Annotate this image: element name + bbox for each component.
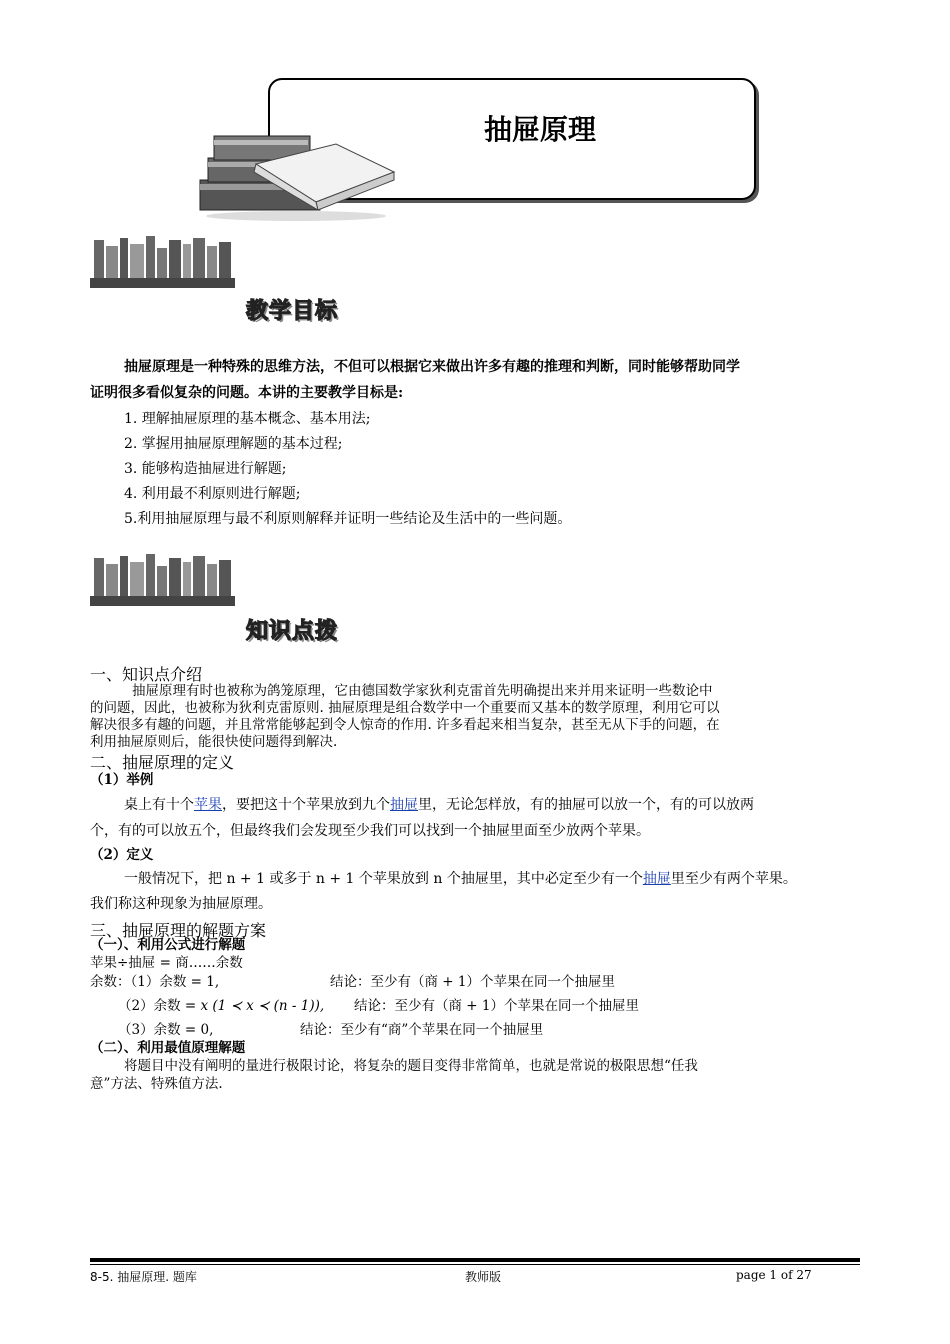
books-illustration bbox=[196, 124, 396, 222]
section-heading-knowledge: 知识点拨 bbox=[246, 619, 339, 644]
example-text: 里，无论怎样放，有的抽屉可以放一个，有的可以放两 bbox=[418, 797, 754, 813]
apple-link[interactable]: 苹果 bbox=[194, 797, 222, 813]
remainder-2-right: 结论：至少有（商 + 1）个苹果在同一个抽屉里 bbox=[354, 998, 639, 1014]
example-line-1 bbox=[124, 792, 754, 818]
bookshelf-icon bbox=[90, 234, 235, 290]
remainder-1-left: 余数：（1）余数 = 1, bbox=[90, 974, 220, 990]
definition-label: （2）定义 bbox=[90, 847, 154, 863]
intro-line-2: 证明很多看似复杂的问题。本讲的主要教学目标是: bbox=[90, 385, 404, 401]
part3-sub2-line-2: 意”方法、特殊值方法. bbox=[90, 1076, 223, 1092]
example-text: ，要把这十个苹果放到九个 bbox=[222, 797, 390, 813]
part1-line-4: 利用抽屉原则后，能很快使问题得到解决. bbox=[90, 734, 338, 750]
remainder-3-left: （3）余数 = 0, bbox=[118, 1022, 214, 1038]
intro-line-1: 抽屉原理是一种特殊的思维方法，不但可以根据它来做出许多有趣的推理和判断，同时能够帮助同学 bbox=[124, 359, 740, 375]
goal-item-2: 2. 掌握用抽屉原理解题的基本过程; bbox=[124, 436, 343, 452]
part1-heading: 一、知识点介绍 bbox=[90, 665, 203, 684]
definition-line-2: 我们称这种现象为抽屉原理。 bbox=[90, 896, 272, 912]
example-text: 桌上有十个 bbox=[124, 797, 194, 813]
footer-rule bbox=[90, 1258, 860, 1262]
goal-item-3: 3. 能够构造抽屉进行解题; bbox=[124, 461, 287, 477]
part3-sub2-line-1: 将题目中没有阐明的量进行极限讨论，将复杂的题目变得非常简单，也就是常说的极限思想“任我 bbox=[124, 1058, 698, 1074]
part2-heading: 二、抽屉原理的定义 bbox=[90, 753, 235, 772]
example-label: （1）举例 bbox=[90, 772, 154, 788]
footer-rule bbox=[90, 1264, 860, 1265]
goal-item-4: 4. 利用最不利原则进行解题; bbox=[124, 486, 301, 502]
formula-line: 苹果÷抽屉 = 商……余数 bbox=[90, 955, 243, 971]
remainder-1-right: 结论：至少有（商 + 1）个苹果在同一个抽屉里 bbox=[330, 974, 615, 990]
bookshelf-icon bbox=[90, 552, 235, 608]
definition-line-1 bbox=[124, 866, 797, 892]
remainder-2-left bbox=[118, 998, 324, 1015]
part3-sub2: （二）、利用最值原理解题 bbox=[90, 1040, 246, 1056]
part3-sub1: （一）、利用公式进行解题 bbox=[90, 937, 246, 953]
remainder-2-math: x (1 ≺ x ≺ (n - 1)), bbox=[200, 998, 325, 1014]
part3-heading: 三、抽屉原理的解题方案 bbox=[90, 921, 267, 940]
goal-item-1: 1. 理解抽屉原理的基本概念、基本用法; bbox=[124, 411, 371, 427]
remainder-2-label: （2）余数 = bbox=[118, 998, 201, 1014]
definition-text: 里至少有两个苹果。 bbox=[670, 871, 797, 887]
remainder-3-right: 结论：至少有“商”个苹果在同一个抽屉里 bbox=[300, 1022, 544, 1038]
page-title: 抽屉原理 bbox=[484, 113, 597, 146]
definition-text: 一般情况下，把 n + 1 或多于 n + 1 个苹果放到 n 个抽屉里，其中必定至少有一个 bbox=[124, 871, 643, 887]
drawer-link[interactable]: 抽屉 bbox=[390, 797, 418, 813]
part1-line-2: 的问题，因此，也被称为狄利克雷原则. 抽屉原理是组合数学中一个重要而又基本的数学原理，利用它可以 bbox=[90, 700, 720, 716]
drawer-link[interactable]: 抽屉 bbox=[642, 871, 671, 887]
footer-center: 教师版 bbox=[465, 1270, 502, 1284]
example-line-2: 个，有的可以放五个，但最终我们会发现至少我们可以找到一个抽屉里面至少放两个苹果。 bbox=[90, 823, 650, 839]
part1-line-1: 抽屉原理有时也被称为鸽笼原理，它由德国数学家狄利克雷首先明确提出来并用来证明一些数论中 bbox=[132, 683, 713, 699]
footer-left: 8-5. 抽屉原理. 题库 bbox=[90, 1270, 197, 1284]
part1-line-3: 解决很多有趣的问题，并且常常能够起到令人惊奇的作用. 许多看起来相当复杂，甚至无从下手的问题，在 bbox=[90, 717, 720, 733]
goal-item-5: 5.利用抽屉原理与最不利原则解释并证明一些结论及生活中的一些问题。 bbox=[124, 511, 572, 527]
section-heading-goals: 教学目标 bbox=[246, 299, 339, 324]
footer-page-number: page 1 of 27 bbox=[736, 1268, 812, 1282]
